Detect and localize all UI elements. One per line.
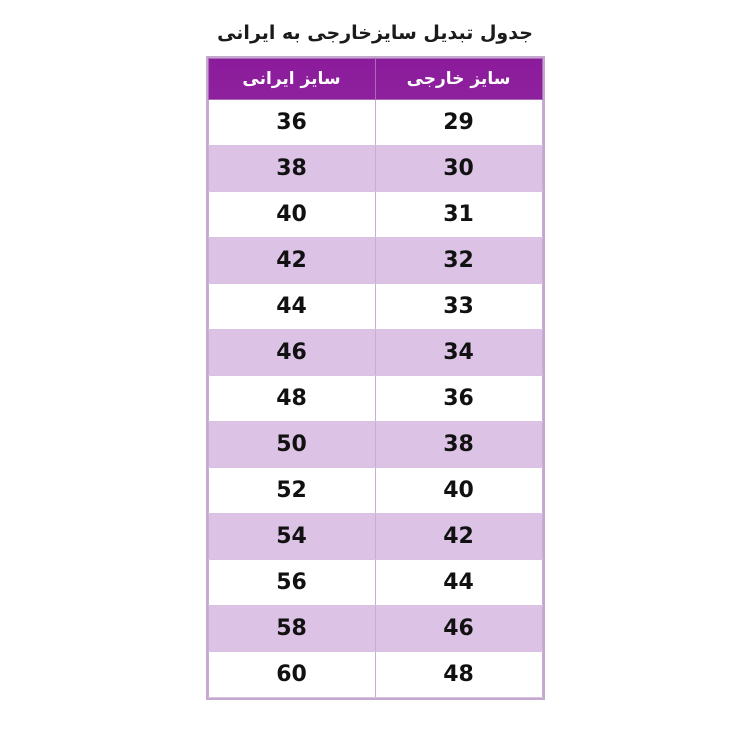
cell-iranian-size: 56	[208, 559, 375, 605]
cell-iranian-size: 60	[208, 651, 375, 697]
column-header-iranian-size: سایز ایرانی	[208, 58, 375, 99]
table-row	[208, 559, 542, 605]
table-row	[208, 283, 542, 329]
cell-foreign-size: 44	[375, 559, 542, 605]
cell-foreign-size: 46	[375, 605, 542, 651]
cell-foreign-size: 29	[375, 99, 542, 145]
table-row	[208, 145, 542, 191]
table-row	[208, 329, 542, 375]
cell-foreign-size: 42	[375, 513, 542, 559]
cell-iranian-size: 40	[208, 191, 375, 237]
table-row	[208, 421, 542, 467]
size-conversion-table	[208, 58, 543, 698]
cell-foreign-size: 30	[375, 145, 542, 191]
table-row	[208, 237, 542, 283]
table-row	[208, 467, 542, 513]
cell-iranian-size: 54	[208, 513, 375, 559]
cell-iranian-size: 44	[208, 283, 375, 329]
cell-iranian-size: 48	[208, 375, 375, 421]
table-row	[208, 513, 542, 559]
cell-foreign-size: 34	[375, 329, 542, 375]
cell-iranian-size: 42	[208, 237, 375, 283]
cell-foreign-size: 38	[375, 421, 542, 467]
size-table-container	[207, 57, 544, 699]
table-row	[208, 191, 542, 237]
cell-foreign-size: 32	[375, 237, 542, 283]
cell-foreign-size: 36	[375, 375, 542, 421]
table-row	[208, 651, 542, 697]
cell-foreign-size: 31	[375, 191, 542, 237]
cell-iranian-size: 36	[208, 99, 375, 145]
table-row	[208, 605, 542, 651]
cell-foreign-size: 48	[375, 651, 542, 697]
table-row	[208, 375, 542, 421]
cell-foreign-size: 40	[375, 467, 542, 513]
table-header	[208, 58, 542, 99]
cell-iranian-size: 38	[208, 145, 375, 191]
cell-iranian-size: 50	[208, 421, 375, 467]
table-row	[208, 99, 542, 145]
cell-foreign-size: 33	[375, 283, 542, 329]
cell-iranian-size: 52	[208, 467, 375, 513]
page-title: جدول تبدیل سایزخارجی به ایرانی	[217, 22, 533, 44]
cell-iranian-size: 46	[208, 329, 375, 375]
cell-iranian-size: 58	[208, 605, 375, 651]
table-header-row	[208, 58, 542, 99]
column-header-foreign-size: سایز خارجی	[375, 58, 542, 99]
table-body	[208, 99, 542, 697]
